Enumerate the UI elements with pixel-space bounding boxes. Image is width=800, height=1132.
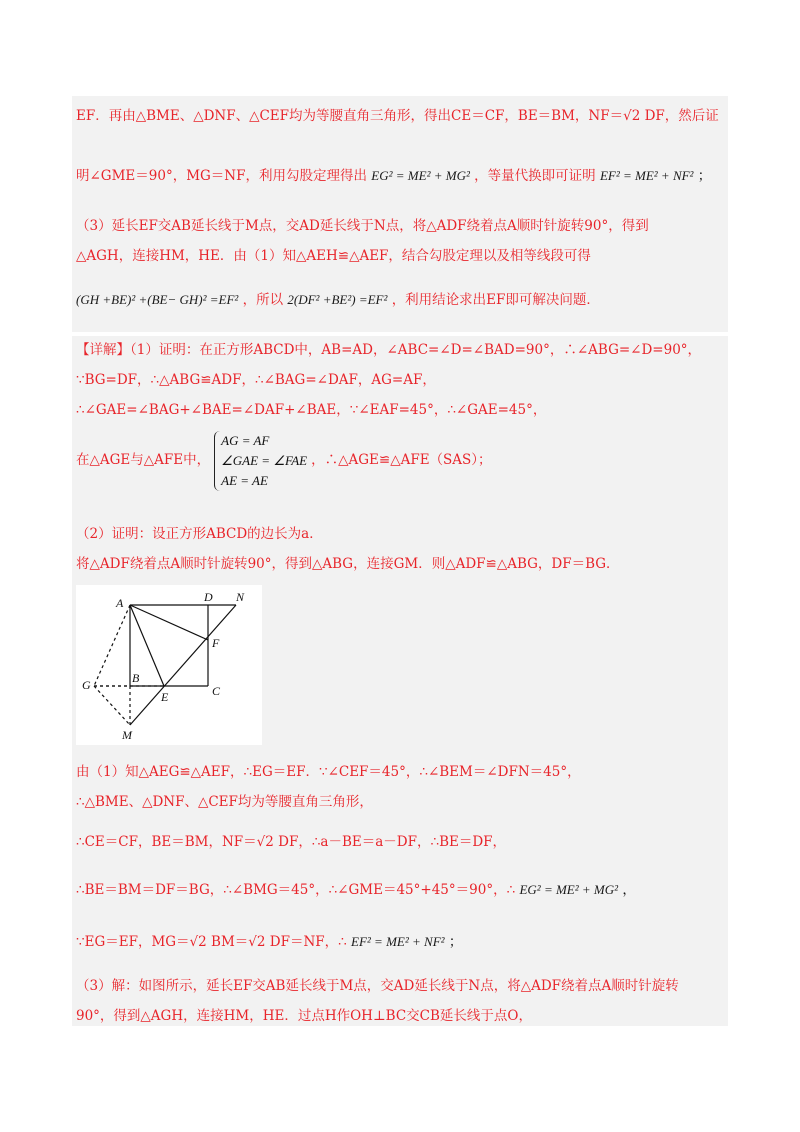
label-c: C bbox=[212, 684, 221, 698]
text-line: （2）证明：设正方形ABCD的边长为a． bbox=[76, 526, 323, 542]
label-d: D bbox=[204, 590, 213, 604]
text-line: 将△ADF绕着点A顺时针旋转90°，得到△ABG，连接GM．则△ADF≌△ABG，DF＝BG． bbox=[76, 556, 620, 572]
formula: (GH +BE)² +(BE− GH)² =EF² bbox=[76, 292, 239, 307]
text-line: (GH +BE)² +(BE− GH)² =EF² ，所以 2(DF² +BE²) =EF² ，利用结论求出EF即可解决问题． bbox=[76, 292, 600, 308]
text-line: （3）解：如图所示，延长EF交AB延长线于M点，交AD延长线于N点，将△ADF绕着点A顺时针旋转 bbox=[76, 978, 679, 994]
text-line: ∵EG＝EF，MG＝√2 BM＝√2 DF＝NF，∴ EF² = ME² + NF² ； bbox=[76, 934, 463, 950]
text-line: 90°，得到△AGH，连接HM，HE．过点H作OH⊥BC交CB延长线于点O， bbox=[76, 1008, 532, 1024]
text-line: EF．再由△BME、△DNF、△CEF均为等腰直角三角形，得出CE＝CF，BE＝BM，NF＝√2 DF，然后证 bbox=[76, 108, 719, 124]
geometry-figure bbox=[76, 585, 262, 745]
label-e: E bbox=[161, 690, 169, 704]
label-g: G bbox=[82, 678, 91, 692]
formula: EG² = ME² + MG² bbox=[371, 168, 470, 183]
text-line: ∴∠GAE=∠BAG+∠BAE=∠DAF+∠BAE，∵∠EAF=45°，∴∠GAE=45°， bbox=[76, 402, 547, 418]
label-f: F bbox=[212, 636, 220, 650]
text-line: （3）延长EF交AB延长线于M点，交AD延长线于N点，将△ADF绕着点A顺时针旋转90°，得到 bbox=[76, 218, 649, 234]
text-line: ∴BE＝BM＝DF＝BG，∴∠BMG＝45°，∴∠GME＝45°+45°＝90°，∴ EG² = ME² + MG² ， bbox=[76, 882, 636, 898]
text-line: 【详解】（1）证明：在正方形ABCD中，AB=AD，∠ABC=∠D=∠BAD=90°，∴∠ABG=∠D=90°， bbox=[76, 342, 702, 358]
label-m: M bbox=[122, 728, 132, 742]
formula: EF² = ME² + NF² bbox=[599, 168, 694, 183]
label-b: B bbox=[132, 671, 140, 685]
formula: EF² = ME² + NF² bbox=[351, 934, 445, 949]
text-line: 在△AGE与△AFE中， AG = AF ∠GAE = ∠FAE AE = AE ，∴△AGE≌△AFE（SAS）； bbox=[76, 430, 730, 491]
text-line: 由（1）知△AEG≌△AEF，∴EG＝EF．∵∠CEF＝45°，∴∠BEM＝∠DFN＝45°， bbox=[76, 764, 581, 780]
text-line: ∴CE＝CF，BE＝BM，NF＝√2 DF，∴a－BE＝a－DF，∴BE＝DF， bbox=[76, 834, 507, 850]
formula: EG² = ME² + MG² bbox=[519, 882, 619, 897]
text-line: ∵BG=DF，∴△ABG≌ADF，∴∠BAG=∠DAF，AG=AF， bbox=[76, 372, 436, 388]
label-a: A bbox=[116, 596, 124, 610]
label-n: N bbox=[236, 590, 245, 604]
text-line: ∴△BME、△DNF、△CEF均为等腰直角三角形， bbox=[76, 794, 373, 810]
text-line: △AGH，连接HM，HE．由（1）知△AEH≌△AEF，结合勾股定理以及相等线段可得 bbox=[76, 248, 591, 264]
formula: 2(DF² +BE²) =EF² bbox=[287, 292, 388, 307]
text-line: 明∠GME＝90°，MG＝NF，利用勾股定理得出 EG² = ME² + MG² ，等量代换即可证明 EF² = ME² + NF² ； bbox=[76, 168, 712, 184]
equation-system: AG = AF ∠GAE = ∠FAE AE = AE bbox=[214, 431, 307, 491]
